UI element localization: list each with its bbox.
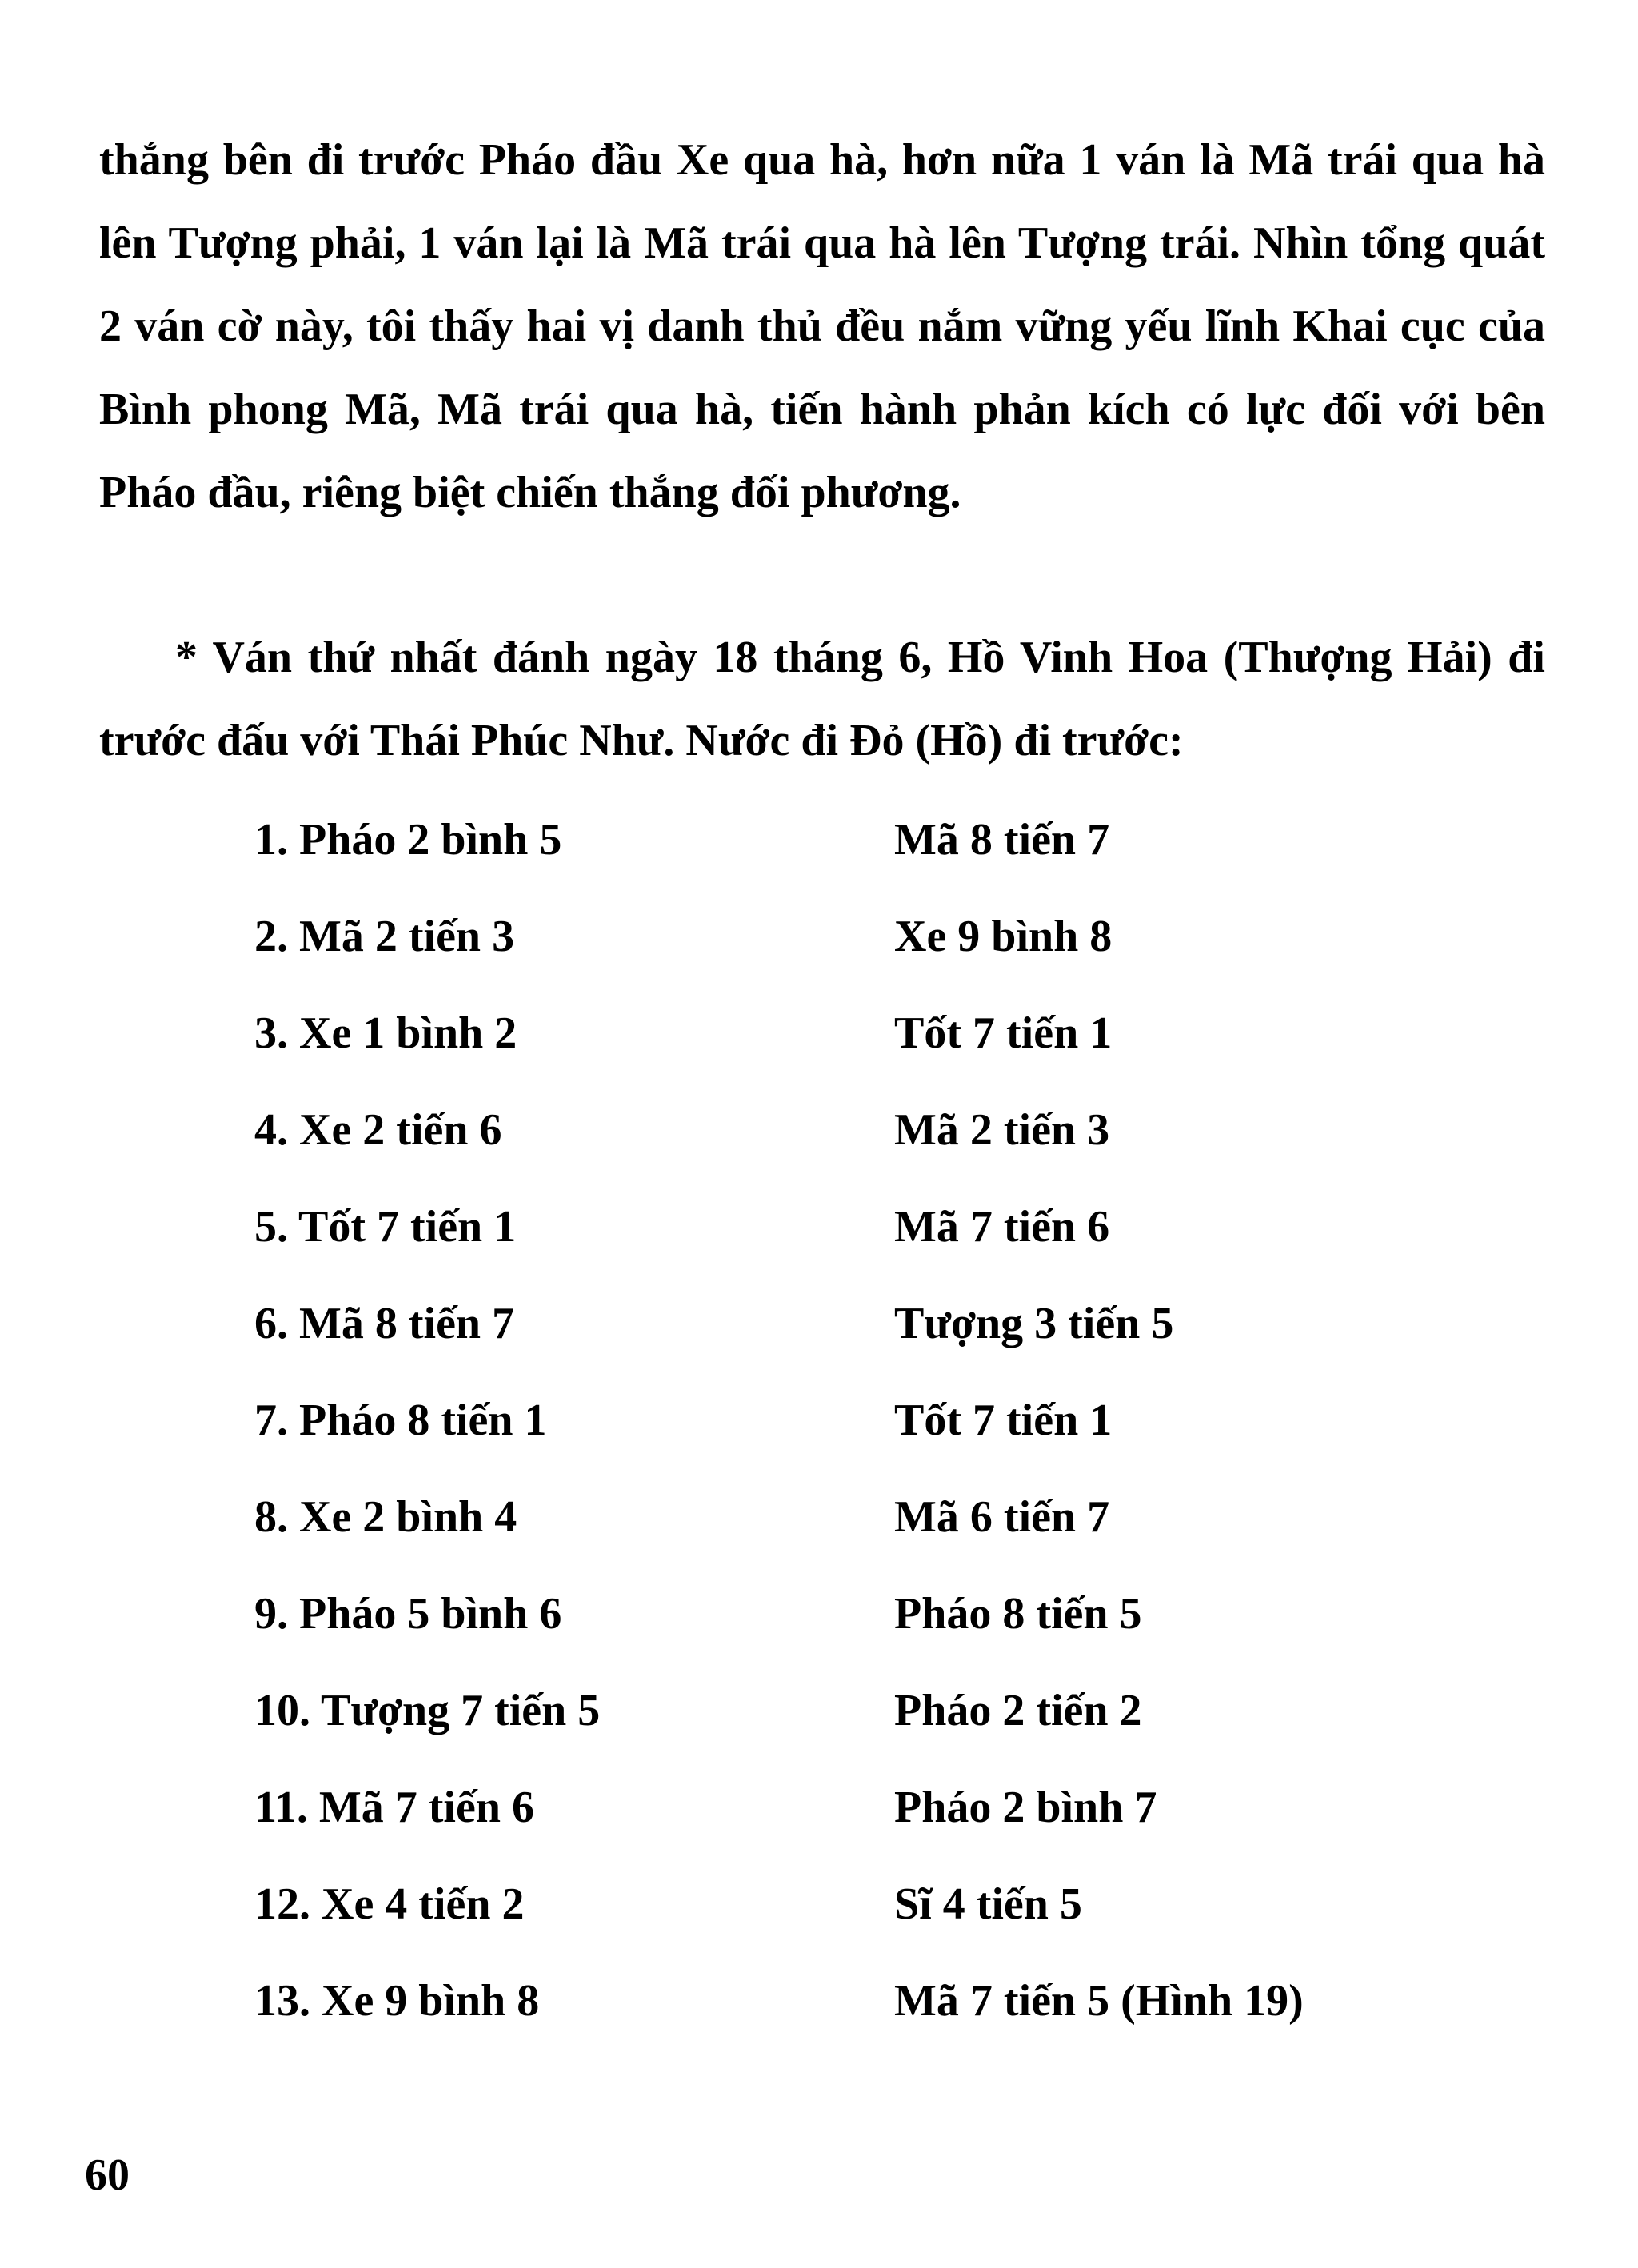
red-move: 10. Tượng 7 tiến 5: [254, 1686, 601, 1735]
black-move: Pháo 8 tiến 5: [894, 1589, 1142, 1639]
black-move: Mã 8 tiến 7: [894, 815, 1110, 864]
red-move: 11. Mã 7 tiến 6: [254, 1783, 534, 1832]
red-move: 3. Xe 1 bình 2: [254, 1008, 517, 1058]
move-row: [254, 888, 1454, 985]
page-number: 60: [85, 2150, 130, 2200]
black-move: Tốt 7 tiến 1: [894, 1008, 1113, 1058]
paragraph-intro: thắng bên đi trước Pháo đầu Xe qua hà, hơn nữa 1 ván là Mã trái qua hà lên Tượng phải, 1 ván lại là Mã trái qua hà lên Tượng trái. Nhìn tổng quát 2 ván cờ này, tôi thấy hai vị danh thủ đều nắm vững yếu lĩnh Khai cục của Bình phong Mã, Mã trái qua hà, tiến hành phản kích có lực đối với bên Pháo đầu, riêng biệt chiến thắng đối phương.: [99, 135, 1545, 517]
move-row: [254, 1082, 1454, 1179]
paragraph-game-heading: * Ván thứ nhất đánh ngày 18 tháng 6, Hồ Vinh Hoa (Thượng Hải) đi trước đấu với Thái Phúc Như. Nước đi Đỏ (Hồ) đi trước:: [99, 633, 1545, 765]
move-row: [254, 1953, 1454, 2050]
black-move: Mã 7 tiến 5 (Hình 19): [894, 1976, 1304, 2026]
red-move: 1. Pháo 2 bình 5: [254, 815, 562, 864]
move-row: [254, 1856, 1454, 1953]
red-move: 13. Xe 9 bình 8: [254, 1976, 540, 2026]
black-move: Pháo 2 tiến 2: [894, 1686, 1142, 1735]
black-move: Pháo 2 bình 7: [894, 1783, 1157, 1832]
move-row: [254, 985, 1454, 1082]
black-move: Mã 6 tiến 7: [894, 1492, 1110, 1542]
move-row: [254, 1663, 1454, 1759]
move-row: [254, 1759, 1454, 1856]
move-row: [254, 1372, 1454, 1469]
red-move: 9. Pháo 5 bình 6: [254, 1589, 562, 1639]
move-list: [254, 792, 1454, 2050]
red-move: 2. Mã 2 tiến 3: [254, 912, 515, 961]
red-move: 7. Pháo 8 tiến 1: [254, 1396, 547, 1445]
move-row: [254, 1179, 1454, 1276]
black-move: Tượng 3 tiến 5: [894, 1299, 1174, 1348]
move-row: [254, 792, 1454, 888]
black-move: Mã 2 tiến 3: [894, 1105, 1110, 1155]
red-move: 4. Xe 2 tiến 6: [254, 1105, 502, 1155]
black-move: Sĩ 4 tiến 5: [894, 1879, 1082, 1929]
black-move: Xe 9 bình 8: [894, 912, 1113, 961]
move-row: [254, 1276, 1454, 1372]
black-move: Tốt 7 tiến 1: [894, 1396, 1113, 1445]
move-row: [254, 1566, 1454, 1663]
red-move: 5. Tốt 7 tiến 1: [254, 1202, 517, 1252]
red-move: 12. Xe 4 tiến 2: [254, 1879, 525, 1929]
red-move: 6. Mã 8 tiến 7: [254, 1299, 515, 1348]
red-move: 8. Xe 2 bình 4: [254, 1492, 517, 1542]
black-move: Mã 7 tiến 6: [894, 1202, 1110, 1252]
move-row: [254, 1469, 1454, 1566]
